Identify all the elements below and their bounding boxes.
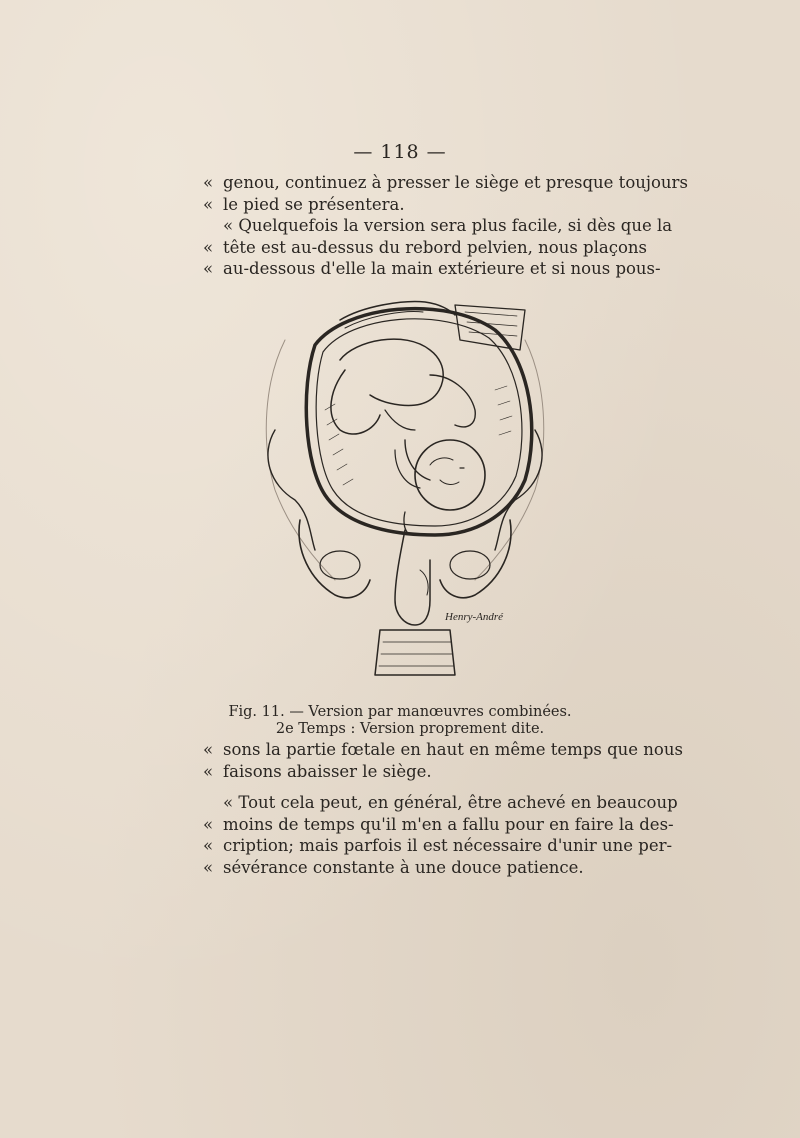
caption-line-2: 2e Temps : Version proprement dite. [275,721,545,737]
quote-mark: « [203,237,214,257]
line-text: sons la partie fœtale en haut en même temps que nous [223,740,683,759]
text-line [203,814,674,836]
line-text: « Tout cela peut, en général, être achevé en beaucoup [223,793,678,812]
page-number: — 118 — [353,141,447,163]
quote-mark: « [203,194,214,214]
anatomical-illustration [255,280,555,695]
text-line [203,761,613,783]
quote-mark: « [203,259,214,278]
text-line [203,857,613,879]
line-text: moins de temps qu'il m'en a fallu pour en faire la des- [223,814,674,834]
quote-mark: « [203,761,214,781]
text-line [203,194,613,216]
quote-mark: « [203,814,214,834]
text-line [203,739,683,761]
text-line [203,237,647,259]
quote-mark: « [203,173,214,192]
line-text: « Quelquefois la version sera plus facile, si dès que la [223,216,673,235]
quote-mark: « [203,836,214,855]
text-line [203,215,673,237]
text-block-bottom [203,739,683,878]
line-text: le pied se présentera. [223,194,405,214]
line-text: sévérance constante à une douce patience. [223,857,584,877]
text-line [203,258,661,280]
line-text: faisons abaisser le siège. [223,761,432,781]
quote-mark: « [203,740,214,759]
text-line [203,792,678,814]
figure-caption [0,704,800,738]
illustration-drawing [255,280,555,695]
caption-line-1: Fig. 11. — Version par manœuvres combinées. [228,704,572,720]
line-text: au-dessous d'elle la main extérieure et si nous pous- [223,259,661,278]
text-block-top [203,172,688,280]
line-text: tête est au-dessus du rebord pelvien, nous plaçons [223,237,647,257]
line-text: genou, continuez à presser le siège et presque toujours [223,173,688,192]
text-line [203,172,688,194]
quote-mark: « [203,857,214,877]
line-text: cription; mais parfois il est nécessaire d'unir une per- [223,836,673,855]
artist-signature: Henry-André [445,611,504,623]
text-line [203,835,673,857]
